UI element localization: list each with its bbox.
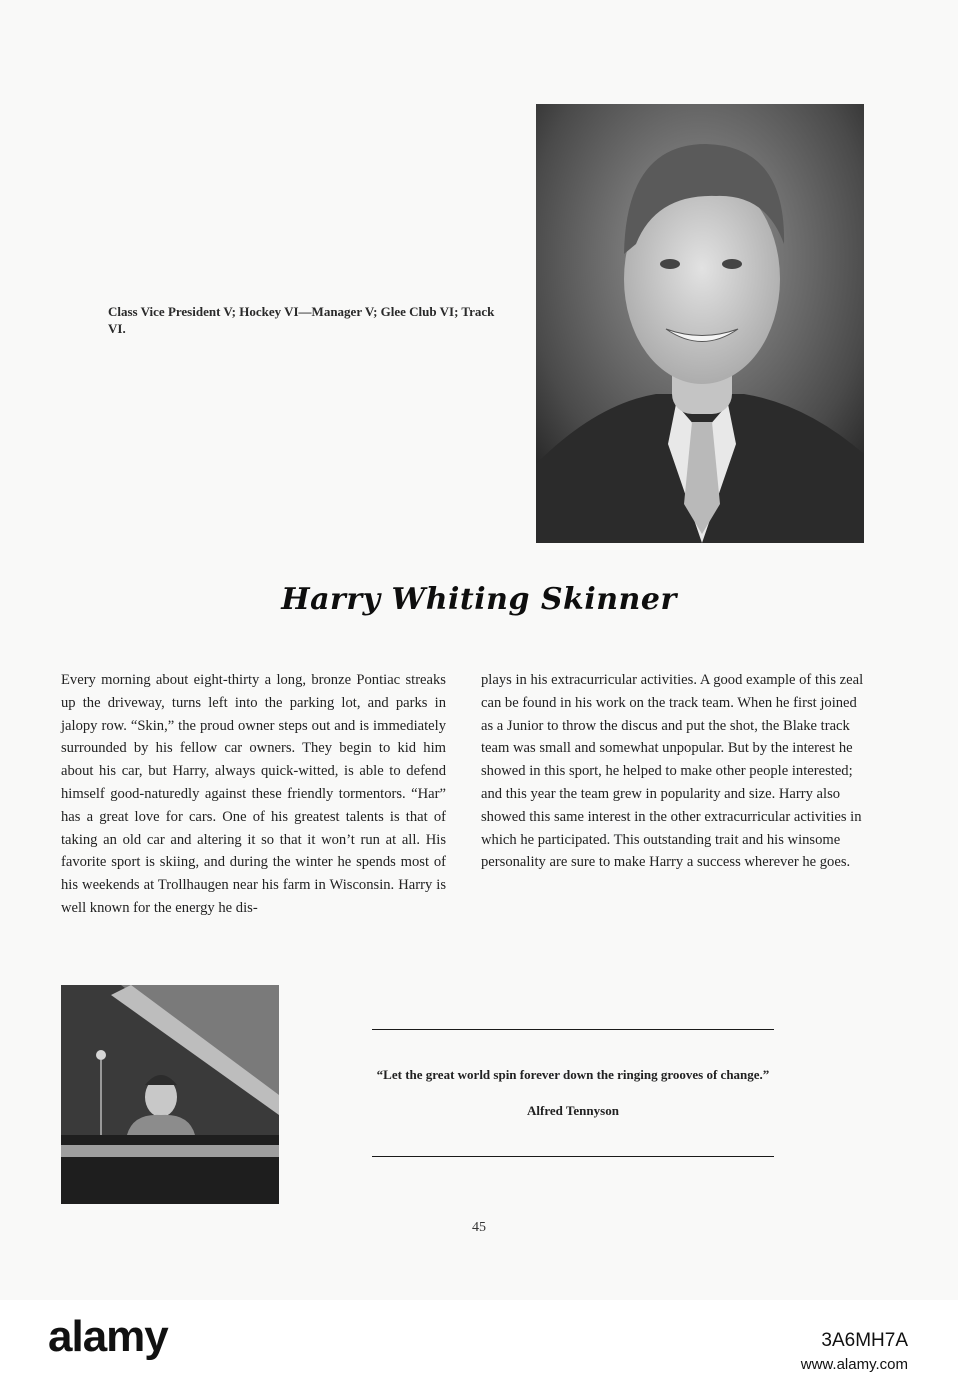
biography-column-left: Every morning about eight-thirty a long, bronze Pontiac streaks up the driveway, turns left into the parking lot, and parks in jalopy row. “Skin,” the proud owner steps out and is immediately surrounded by his fellow car owners. They begin to kid him about his car, but Harry, always quick-witted, is able to defend himself good-naturedly against these friendly tormentors. “Har” has a great love for cars. One of his greatest talents is that of taking an old car and altering it so that it won’t run at all. His favorite sport is skiing, and during the winter he spends most of his weekends at Trollhaugen near his farm in Wisconsin. Harry is well known for the energy he dis- — [61, 672, 446, 916]
watermark-image-id: 3A6MH7A — [821, 1330, 908, 1351]
watermark-url: www.alamy.com — [800, 1356, 908, 1373]
quote-divider-bottom — [372, 1156, 774, 1157]
student-name-heading: Harry Whiting Skinner — [281, 582, 677, 617]
activities-list: Class Vice President V; Hockey VI—Manager V; Glee Club VI; Track VI. — [108, 304, 495, 336]
quote-divider-top — [372, 1029, 774, 1030]
piano-candid-photo — [61, 985, 279, 1204]
senior-portrait-photo — [536, 104, 864, 543]
quote-author: Alfred Tennyson — [527, 1103, 619, 1118]
page-number: 45 — [472, 1220, 486, 1235]
senior-quote: “Let the great world spin forever down the ringing grooves of change.” — [376, 1067, 770, 1082]
watermark-logo: alamy — [48, 1312, 168, 1361]
biography-column-right: plays in his extracurricular activities. A good example of this zeal can be found in his work on the track team. When he first joined as a Junior to throw the discus and put the shot, the Blake track team was small and somewhat unpopular. But by the interest he showed in this sport, he helped to make other people interested; and this year the team grew in popularity and size. Harry also showed this same interest in the other extracurricular activities in which he participated. This outstanding trait and his winsome personality are sure to make Harry a success wherever he goes. — [481, 672, 864, 871]
